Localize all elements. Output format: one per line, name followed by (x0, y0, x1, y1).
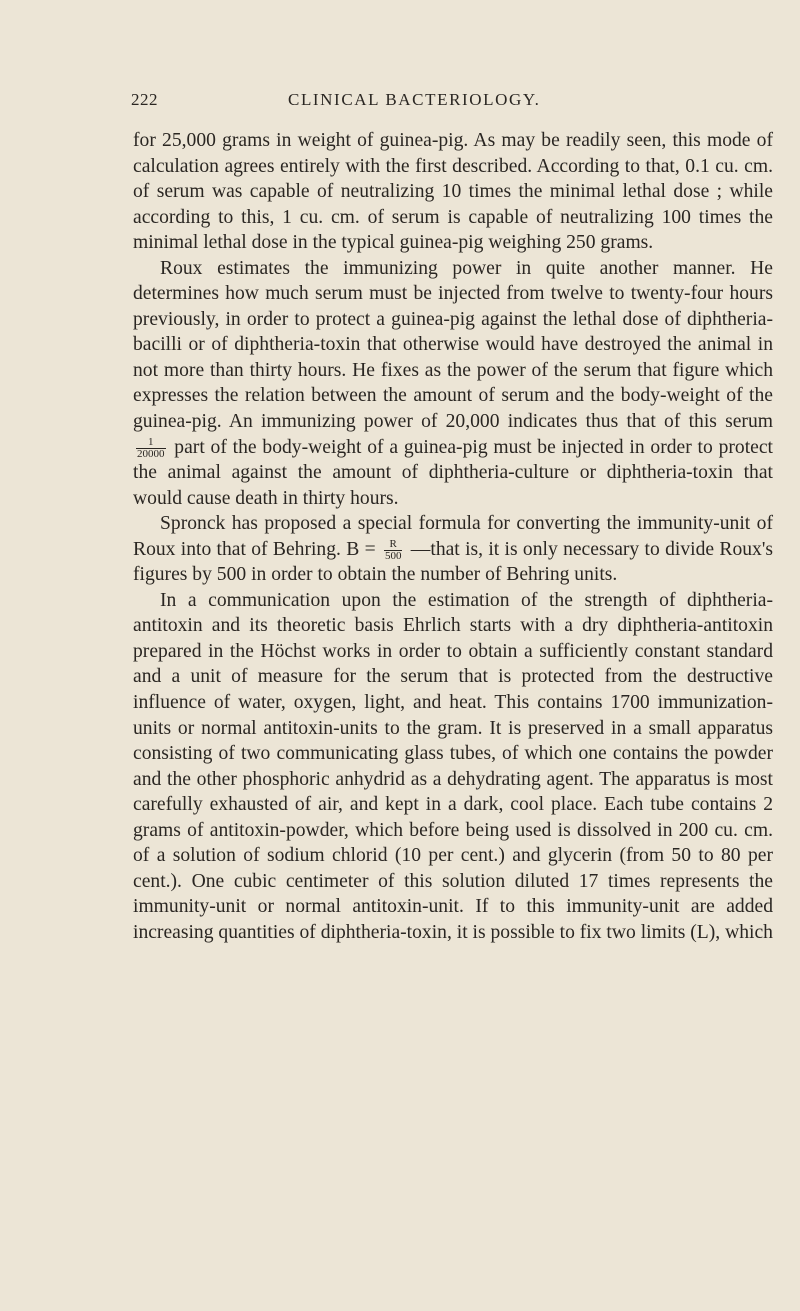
page-number: 222 (131, 90, 158, 109)
fraction-numerator: 1 (136, 437, 166, 449)
fraction-numerator: R (384, 539, 403, 551)
paragraph-1 (133, 128, 773, 256)
body-text (133, 128, 773, 946)
paragraph-1-text: for 25,000 grams in weight of guinea-pig. As may be readily seen, this mode of calculation agrees entirely with the first described. According to that, 0.1 cu. cm. of serum was capable of neutralizing 10 times the minimal lethal dose ; while according to this, 1 cu. cm. of serum is capable of neutralizing 100 times the minimal lethal dose in the typical guinea-pig weighing 250 grams. (133, 130, 773, 254)
paragraph-2-text-a: Roux estimates the immunizing power in quite another manner. He determines how much serum must be injected from twelve to twenty-four hours previously, in order to protect a guinea-pig against the lethal dose of diphtheria-bacilli or of diphtheria-toxin that otherwise would have destroyed the animal in not more than thirty hours. He fixes as the power of the serum that figure which expresses the relation between the amount of serum and the body-weight of the guinea-pig. An immunizing power of 20,000 indicates thus that of this serum (133, 257, 773, 433)
fraction-one-twenty-thousandth (136, 437, 166, 460)
running-title: CLINICAL BACTERIOLOGY. (288, 90, 541, 109)
paragraph-3-text-b: —that is, it is only necessary to divide Roux's figures by 500 in order to obtain the number of Behring units. (133, 538, 773, 586)
fraction-denominator: 20000 (137, 447, 165, 460)
paragraph-3 (133, 511, 773, 588)
fraction-r-over-500 (384, 539, 403, 562)
paragraph-3-text-a: Spronck has proposed a special formula for converting the immunity-unit of Roux into that of Behring. B = (133, 513, 773, 560)
paragraph-2 (133, 256, 773, 511)
paragraph-4-text: In a communication upon the estimation of the strength of diphtheria-antitoxin and its theoretic basis Ehrlich starts with a dry diphtheria-antitoxin prepared in the Höchst works in order to obtain a sufficiently constant standard and a unit of measure for the serum that is protected from the destructive influence of water, oxygen, light, and heat. This contains 1700 immunization-units or normal antitoxin-units to the gram. It is preserved in a small apparatus consisting of two communicating glass tubes, of which one contains the powder and the other phosphoric anhydrid as a dehydrating agent. The apparatus is most carefully exhausted of air, and kept in a dark, cool place. Each tube contains 2 grams of antitoxin-powder, which before being used is dissolved in 200 cu. cm. of a solution of sodium chlorid (10 per cent.) and glycerin (from 50 to 80 per cent.). One cubic centimeter of this solution diluted 17 times represents the immunity-unit or normal antitoxin-unit. If to this immunity-unit are added increasing quantities of diphtheria-toxin, it is possible to fix two limits (L), which (133, 589, 773, 943)
paragraph-4 (133, 588, 773, 946)
running-head (131, 90, 771, 120)
paragraph-2-text-b: part of the body-weight of a guinea-pig must be injected in order to protect the animal against the amount of diphtheria-culture or diphtheria-toxin that would cause death in thirty hours. (133, 436, 773, 509)
fraction-denominator: 500 (384, 549, 402, 562)
